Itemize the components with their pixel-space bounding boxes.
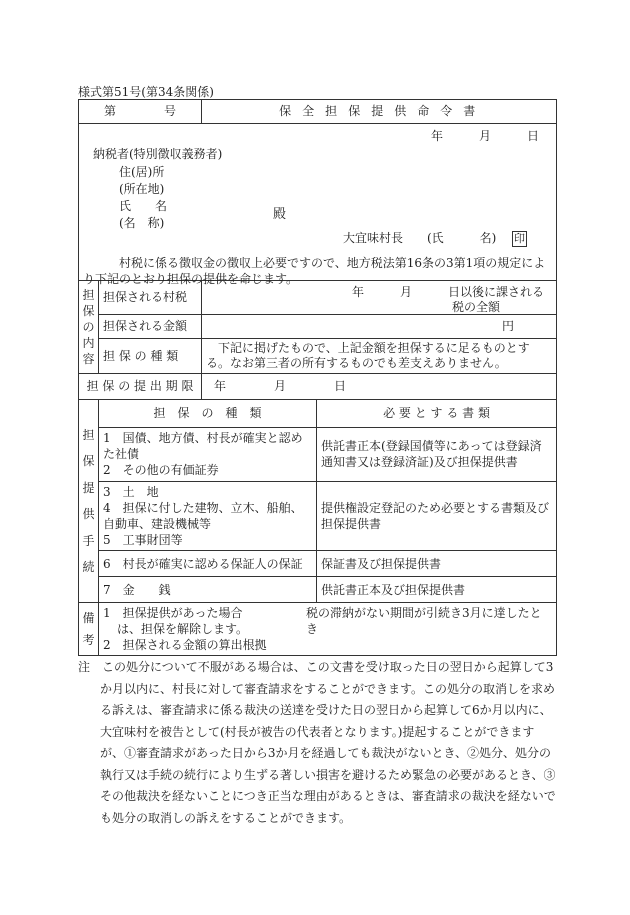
procedure-vertical-label: 担 保 提 供 手 続	[82, 427, 95, 574]
procedure-row-cash	[99, 577, 317, 603]
deadline-value: 年 月 日	[202, 374, 557, 400]
procedure-kind-item: 6 村長が確実に認める保証人の保証	[103, 556, 303, 571]
procedure-row-securities	[99, 428, 317, 482]
col-header-required-docs: 必 要 と す る 書 類	[317, 400, 557, 428]
number-label: 第 号	[104, 104, 177, 119]
procedure-section-label	[79, 400, 99, 603]
content-vertical-label: 担 保 の 内 容	[82, 287, 95, 367]
secured-tax-label: 担保される村税	[99, 281, 202, 315]
addressee-corp-name-label: (名 称)	[119, 216, 165, 230]
procedure-kind-item: 2 その他の有価証券	[103, 463, 219, 478]
procedure-row-real-estate	[99, 481, 317, 551]
addressee-block	[79, 124, 557, 286]
remark-release-cont: は、担保を解除します。	[117, 622, 249, 637]
secured-amount-label: 担保される金額	[99, 315, 202, 339]
collateral-type-label: 担 保 の 種 類	[99, 339, 202, 374]
procedure-kind-item: 1 国債、地方債、村長が確実と認めた社債	[103, 431, 303, 462]
procedure-docs-securities: 供託書正本(登録国債等にあっては登録済通知書又は登録済証)及び担保提供書	[317, 428, 557, 482]
honorific: 殿	[273, 207, 287, 222]
secured-tax-value: 年 月 日以後に課される 税の全額	[202, 281, 557, 315]
addressee-taxpayer-label: 納税者(特別徴収義務者)	[93, 147, 223, 161]
appeal-notice	[78, 657, 556, 829]
remarks-section-label	[79, 603, 99, 656]
remark-amount-basis: 2 担保される金額の算出根拠	[103, 638, 267, 653]
procedure-kind-item: 5 工事財団等	[103, 533, 183, 548]
form-id: 様式第51号(第34条関係)	[78, 85, 214, 99]
title-cell	[202, 100, 557, 124]
addressee-address-label: 住(居)所	[119, 165, 165, 179]
order-form-table	[78, 99, 557, 656]
procedure-kind-item: 7 金 銭	[103, 582, 171, 597]
note-prefix: 注	[78, 660, 91, 674]
remark-release: 1 担保提供があった場合	[103, 606, 243, 621]
order-body-text: 村税に係る徴収金の徴収上必要ですので、地方税法第16条の3第1項の規定により下記のとおり担保の提供を命じます。	[83, 256, 546, 286]
collateral-type-value: 下記に掲げたもので、上記金額を担保するに足るものとする。なお第三者の所有するものでも差支えありません。	[202, 339, 557, 374]
note-text: この処分について不服がある場合は、この文書を受け取った日の翌日から起算して3か月以内に、村長に対して審査請求をすることができます。この処分の取消しを求める訴えは、審査請求に係る裁決の送達を受けた日の翌日から起算して6か月以内に、大宜味村を被告として(村長が被告の代表者となります。)提起することができますが、①審査請求があった日から3か月を経過しても裁決がないとき、②処分、処分の執行又は手続の続行により生ずる著しい損害を避けるため緊急の必要があるとき、③その他裁決を経ないことにつき正当な理由があるときは、審査請求の裁決を経ないでも処分の取消しの訴えをすることができます。	[100, 660, 556, 825]
number-cell	[79, 100, 202, 124]
seal-mark: 印	[514, 232, 525, 245]
addressee-name-label: 氏 名	[119, 199, 168, 213]
deadline-label: 担 保 の 提 出 期 限	[79, 374, 202, 400]
procedure-docs-guarantor: 保証書及び担保提供書	[317, 551, 557, 577]
issuer-name: 大宜味村長 (氏 名)	[343, 231, 497, 245]
issue-date: 年 月 日	[431, 129, 540, 143]
addressee-location-label: (所在地)	[119, 182, 165, 196]
remarks-content	[99, 603, 557, 656]
procedure-row-guarantor	[99, 551, 317, 577]
procedure-kind-item: 4 担保に付した建物、立木、船舶、自動車、建設機械等	[103, 500, 303, 531]
procedure-docs-real-estate: 提供権設定登記のため必要とする書類及び担保提供書	[317, 481, 557, 551]
remark-release-condition: 税の滞納がない期間が引続き3月に達したとき	[306, 606, 542, 637]
procedure-kind-item: 3 土 地	[103, 484, 159, 499]
secured-amount-value: 円	[202, 315, 557, 339]
content-section-label	[79, 281, 99, 374]
procedure-docs-cash: 供託書正本及び担保提供書	[317, 577, 557, 603]
document-title: 保 全 担 保 提 供 命 令 書	[279, 104, 479, 119]
remarks-vertical-label: 備 考	[82, 610, 95, 648]
col-header-collateral-kind: 担 保 の 種 類	[99, 400, 317, 428]
